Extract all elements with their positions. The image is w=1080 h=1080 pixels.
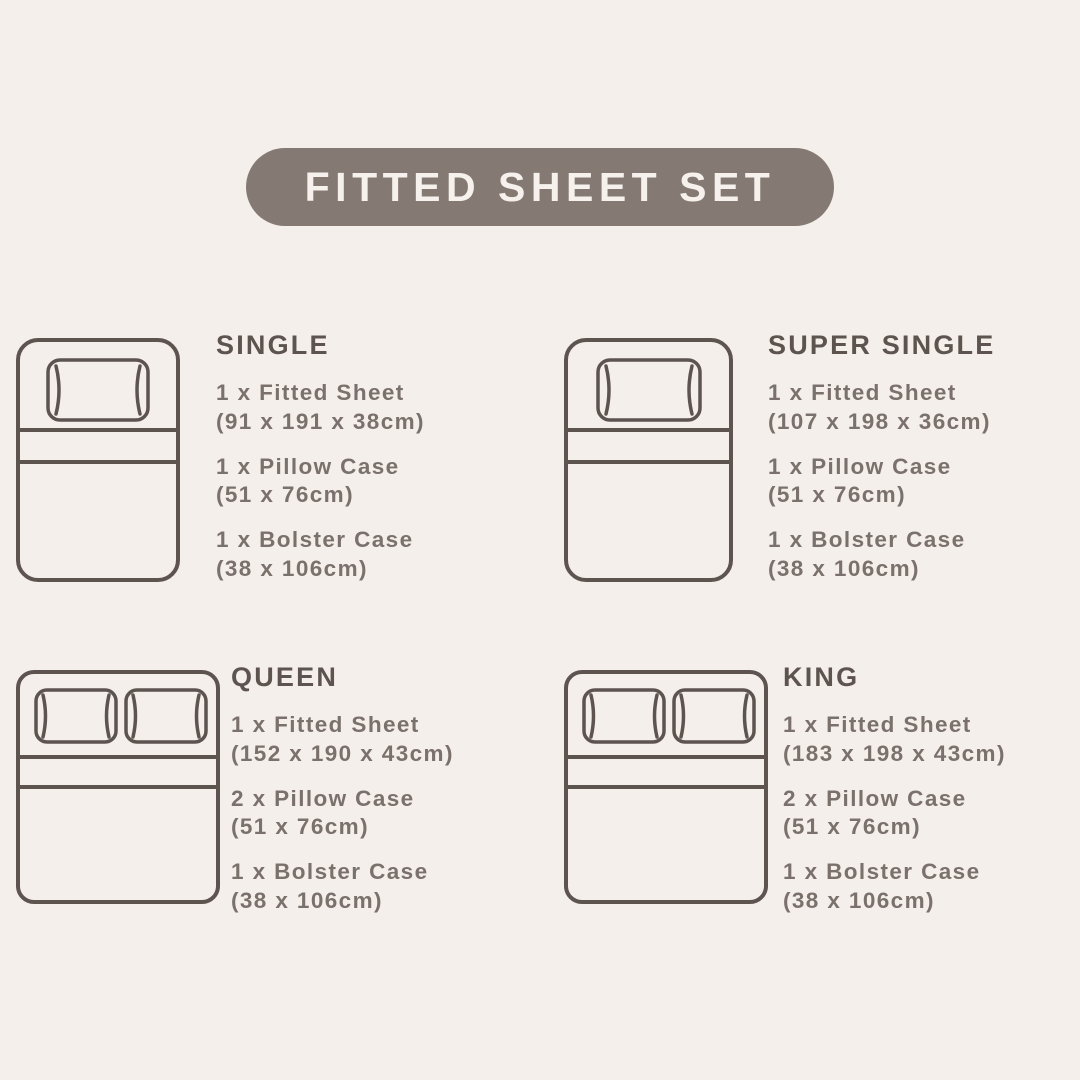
item-qty-label: 1 x Bolster Case (231, 859, 429, 885)
item-dimensions: (51 x 76cm) (231, 814, 369, 840)
item-dimensions: (51 x 76cm) (768, 482, 906, 508)
size-card-single (8, 330, 425, 595)
item-qty-label: 1 x Bolster Case (783, 859, 981, 885)
item-qty-label: 2 x Pillow Case (231, 785, 415, 811)
size-title: SINGLE (216, 330, 330, 360)
item-pillow-case (768, 453, 995, 511)
item-dimensions: (38 x 106cm) (216, 555, 368, 581)
item-bolster-case (231, 858, 454, 916)
size-card-super-single (556, 330, 995, 595)
queen-bed-icon (8, 662, 223, 917)
king-bed-icon (556, 662, 771, 917)
item-bolster-case (216, 526, 425, 584)
item-pillow-case (783, 785, 1006, 843)
super-single-details (756, 330, 995, 584)
item-dimensions: (183 x 198 x 43cm) (783, 740, 1006, 766)
item-qty-label: 1 x Fitted Sheet (231, 712, 420, 737)
item-qty-label: 2 x Pillow Case (783, 785, 967, 811)
item-pillow-case (231, 785, 454, 843)
item-dimensions: (152 x 190 x 43cm) (231, 740, 454, 766)
item-fitted-sheet (231, 711, 454, 769)
size-card-queen (8, 662, 454, 917)
size-card-king (556, 662, 1006, 917)
item-fitted-sheet (216, 379, 425, 437)
size-title: SUPER SINGLE (768, 330, 996, 360)
item-bolster-case (768, 526, 995, 584)
item-fitted-sheet (768, 379, 995, 437)
size-title: QUEEN (231, 662, 339, 692)
single-details (208, 330, 425, 584)
item-dimensions: (91 x 191 x 38cm) (216, 408, 425, 434)
item-qty-label: 1 x Pillow Case (768, 453, 952, 479)
item-qty-label: 1 x Fitted Sheet (768, 380, 957, 405)
item-dimensions: (107 x 198 x 36cm) (768, 408, 991, 434)
page-title-pill (246, 148, 834, 226)
item-dimensions: (38 x 106cm) (768, 555, 920, 581)
single-bed-icon (8, 330, 208, 595)
item-bolster-case (783, 858, 1006, 916)
item-qty-label: 1 x Fitted Sheet (216, 380, 405, 405)
queen-details (223, 662, 454, 916)
super-single-bed-icon (556, 330, 756, 595)
item-qty-label: 1 x Bolster Case (216, 527, 414, 553)
item-qty-label: 1 x Pillow Case (216, 453, 400, 479)
item-dimensions: (38 x 106cm) (231, 887, 383, 913)
size-title: KING (783, 662, 860, 692)
item-dimensions: (51 x 76cm) (216, 482, 354, 508)
item-fitted-sheet (783, 711, 1006, 769)
item-pillow-case (216, 453, 425, 511)
item-qty-label: 1 x Bolster Case (768, 527, 966, 553)
king-details (771, 662, 1006, 916)
item-dimensions: (51 x 76cm) (783, 814, 921, 840)
page-title: FITTED SHEET SET (304, 163, 776, 210)
item-dimensions: (38 x 106cm) (783, 887, 935, 913)
item-qty-label: 1 x Fitted Sheet (783, 712, 972, 737)
